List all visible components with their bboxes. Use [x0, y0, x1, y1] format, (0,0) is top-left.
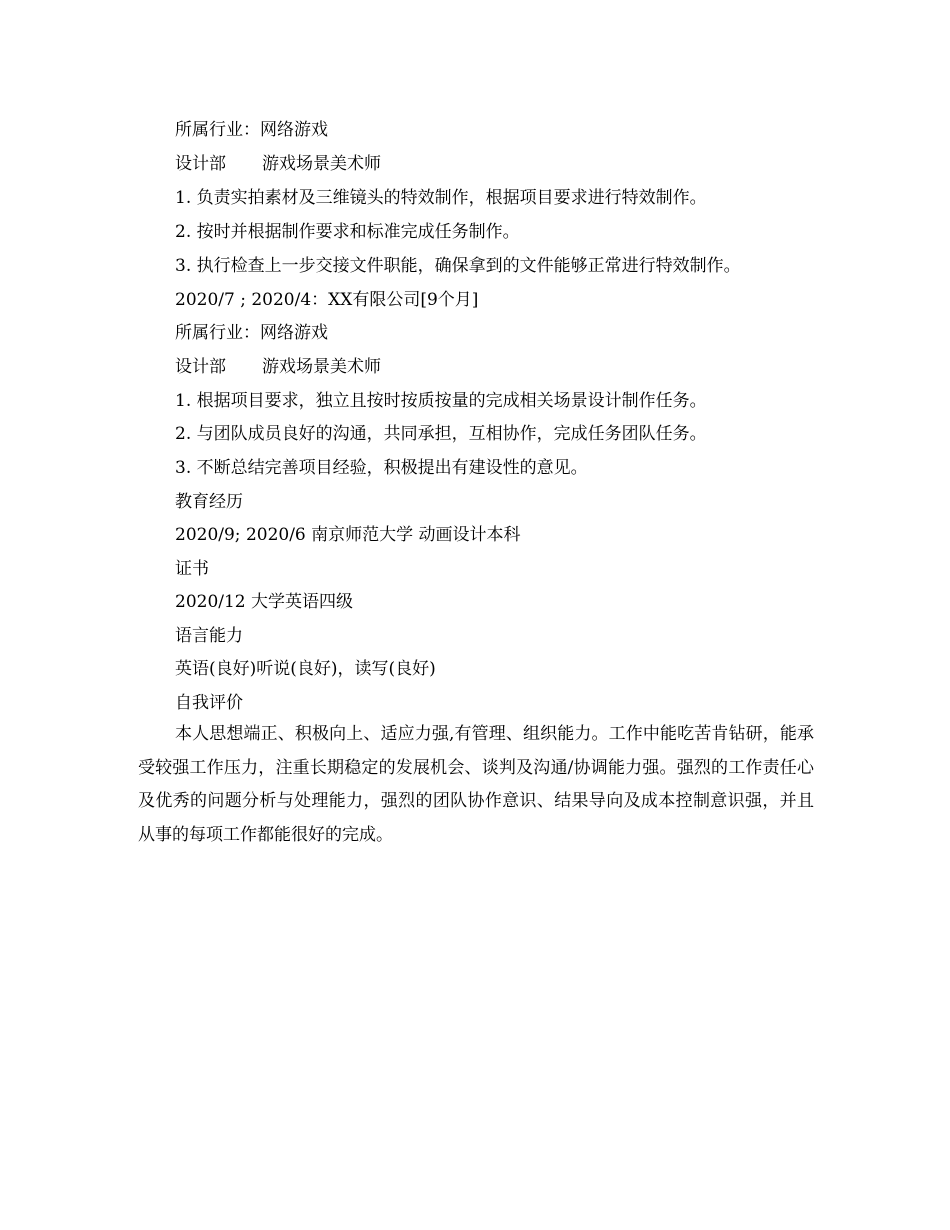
job2-title: 游戏场景美术师 — [262, 154, 381, 174]
job3-dept: 设计部 — [175, 357, 226, 377]
job2-dept: 设计部 — [175, 154, 226, 174]
certificates-entry: 2020/12 大学英语四级 — [175, 592, 354, 612]
education-entry: 2020/9; 2020/6 南京师范大学 动画设计本科 — [175, 525, 521, 545]
job3-dept-title — [175, 356, 381, 378]
self-eval-text: 本人思想端正、积极向上、适应力强,有管理、组织能力。工作中能吃苦肯钻研，能承受较强工作压力，注重长期稳定的发展机会、谈判及沟通/协调能力强。强烈的工作责任心及优秀的问题分析与处理能力，强烈的团队协作意识、结果导向及成本控制意识强，并且从事的每项工作都能很好的完成。 — [138, 724, 814, 845]
certificates-heading: 证书 — [175, 559, 209, 579]
job3-period: 2020/7 ; 2020/4：XX有限公司[9个月] — [175, 290, 479, 310]
language-heading: 语言能力 — [175, 626, 243, 646]
job3-title: 游戏场景美术师 — [262, 357, 381, 377]
education-heading: 教育经历 — [175, 492, 243, 512]
job2-dept-title — [175, 153, 381, 175]
job3-duty-2: 2. 与团队成员良好的沟通，共同承担，互相协作，完成任务团队任务。 — [175, 424, 707, 444]
job2-duty-2: 2. 按时并根据制作要求和标准完成任务制作。 — [175, 222, 520, 242]
job3-duty-3: 3. 不断总结完善项目经验，积极提出有建设性的意见。 — [175, 458, 588, 478]
job3-industry: 所属行业：网络游戏 — [175, 323, 328, 343]
job2-duty-1: 1. 负责实拍素材及三维镜头的特效制作，根据项目要求进行特效制作。 — [175, 188, 707, 208]
self-eval-heading: 自我评价 — [175, 693, 243, 713]
job3-duty-1: 1. 根据项目要求，独立且按时按质按量的完成相关场景设计制作任务。 — [175, 391, 707, 411]
job2-duty-3: 3. 执行检查上一步交接文件职能，确保拿到的文件能够正常进行特效制作。 — [175, 256, 741, 276]
job2-industry: 所属行业：网络游戏 — [175, 120, 328, 140]
language-entry: 英语(良好)听说(良好)，读写(良好) — [175, 659, 436, 679]
